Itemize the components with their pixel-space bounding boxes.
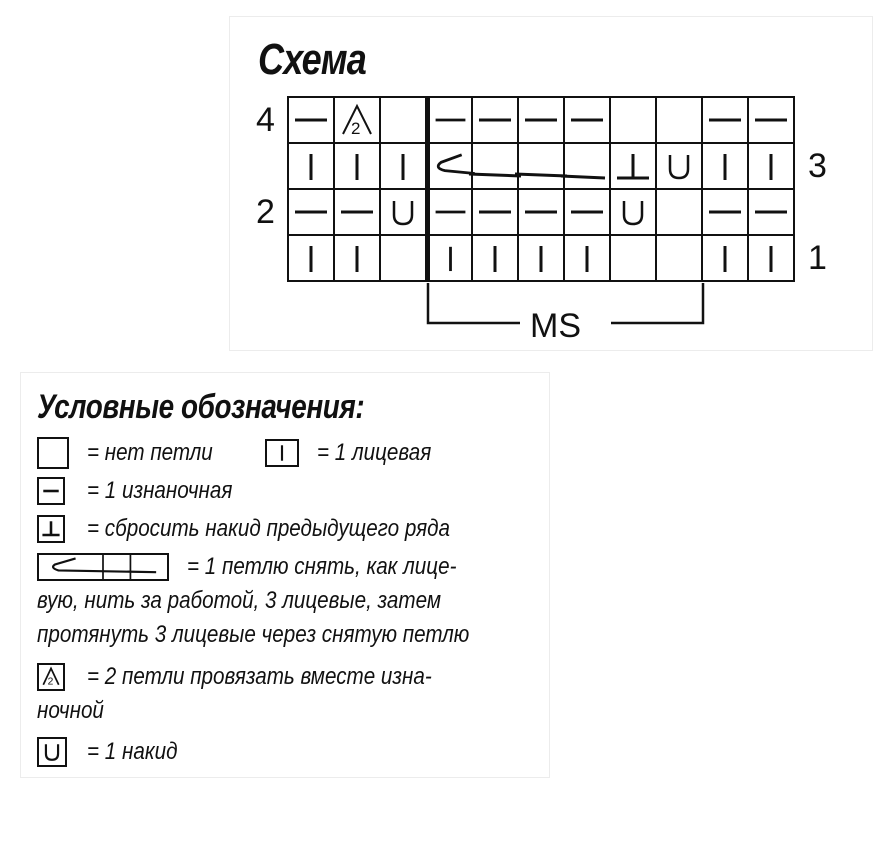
chart-cell-purl — [703, 98, 749, 144]
chart-cell-purl — [749, 98, 795, 144]
legend-cable-text-3: протянуть 3 лицевые через снятую петлю — [37, 621, 470, 648]
chart-panel — [229, 16, 873, 351]
chart-cell-purl — [427, 190, 473, 236]
legend-empty-symbol — [37, 437, 69, 469]
ms-repeat-label: MS — [524, 306, 587, 346]
chart-cell-knit — [335, 144, 381, 190]
row-label-2: 2 — [256, 193, 275, 231]
chart-cell-purl — [289, 190, 335, 236]
legend-title: Условные обозначения: — [37, 388, 365, 426]
legend-panel — [20, 372, 550, 778]
stitch-chart-grid — [287, 96, 795, 282]
chart-cell-empty — [657, 98, 703, 144]
chart-cell-drop-yo — [611, 144, 657, 190]
legend-purl-text: = 1 изнаночная — [87, 477, 233, 504]
row-label-4: 4 — [256, 101, 275, 139]
legend-purl-symbol — [37, 477, 65, 505]
chart-cell-purl — [749, 190, 795, 236]
chart-cell-purl — [335, 190, 381, 236]
chart-cell-purl — [519, 190, 565, 236]
chart-cell-knit — [289, 236, 335, 282]
chart-cell-empty — [611, 236, 657, 282]
chart-cell-cable-mid — [473, 144, 519, 190]
chart-cell-purl — [473, 190, 519, 236]
svg-text:2: 2 — [351, 119, 361, 138]
chart-cell-knit — [749, 144, 795, 190]
legend-cable-symbol — [37, 553, 169, 581]
row-label-1: 1 — [808, 239, 827, 277]
chart-cell-knit — [703, 144, 749, 190]
legend-cable-text-1: = 1 петлю снять, как лице- — [187, 553, 457, 580]
chart-cell-empty — [657, 236, 703, 282]
chart-cell-knit — [565, 236, 611, 282]
chart-cell-empty — [611, 98, 657, 144]
chart-cell-purl — [289, 98, 335, 144]
chart-cell-cable-start — [427, 144, 473, 190]
legend-yo-symbol — [37, 737, 67, 767]
chart-cell-p2tog — [335, 98, 381, 144]
chart-cell-knit — [335, 236, 381, 282]
chart-cell-yo — [611, 190, 657, 236]
chart-cell-purl — [473, 98, 519, 144]
chart-cell-empty — [657, 190, 703, 236]
legend-drop-text: = сбросить накид предыдущего ряда — [87, 515, 451, 542]
legend-p2tog-text-1: = 2 петли провязать вместе изна- — [87, 663, 432, 690]
chart-cell-purl — [519, 98, 565, 144]
chart-cell-knit — [749, 236, 795, 282]
chart-cell-cable-end — [565, 144, 611, 190]
legend-p2tog-text-2: ночной — [37, 697, 104, 724]
legend-knit-text: = 1 лицевая — [317, 439, 432, 466]
chart-cell-knit — [381, 144, 427, 190]
chart-cell-purl — [565, 98, 611, 144]
legend-p2tog-digit: 2 — [47, 676, 54, 688]
legend-drop-symbol — [37, 515, 65, 543]
chart-cell-yo — [381, 190, 427, 236]
chart-cell-knit — [519, 236, 565, 282]
legend-knit-symbol — [265, 439, 299, 467]
chart-cell-knit — [289, 144, 335, 190]
chart-cell-purl — [565, 190, 611, 236]
chart-title: Схема — [258, 35, 366, 84]
chart-cell-empty — [381, 98, 427, 144]
chart-cell-purl — [703, 190, 749, 236]
chart-cell-empty — [381, 236, 427, 282]
legend-empty-text: = нет петли — [87, 439, 213, 466]
row-label-3: 3 — [808, 147, 827, 185]
legend-cable-text-2: вую, нить за работой, 3 лицевые, затем — [37, 587, 441, 614]
legend-p2tog-symbol — [37, 663, 65, 691]
chart-cell-knit — [473, 236, 519, 282]
chart-cell-knit — [427, 236, 473, 282]
legend-yo-text: = 1 накид — [87, 738, 178, 765]
chart-cell-cable-mid — [519, 144, 565, 190]
chart-cell-yo — [657, 144, 703, 190]
chart-cell-knit — [703, 236, 749, 282]
chart-cell-purl — [427, 98, 473, 144]
